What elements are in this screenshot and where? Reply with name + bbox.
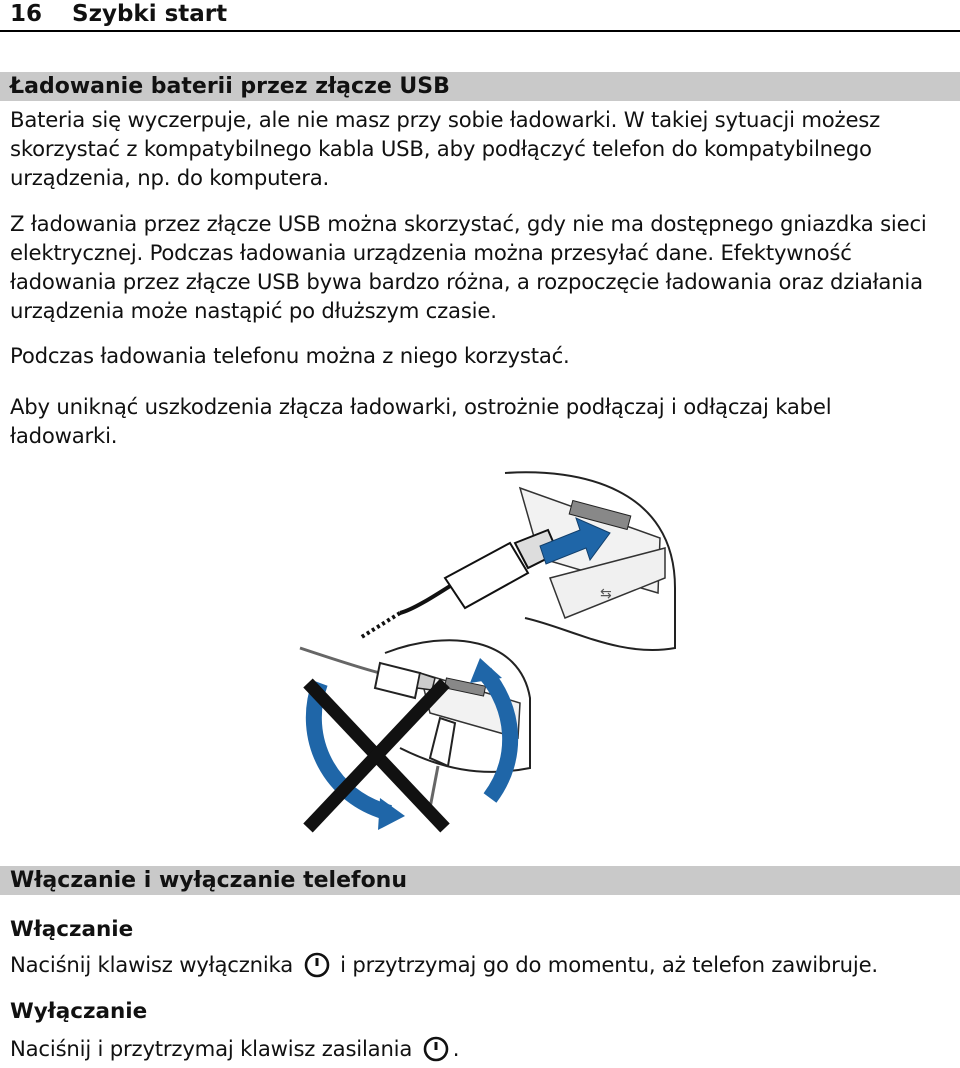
chapter-title: Szybki start	[72, 1, 228, 27]
paragraph-2-line-2: elektrycznej. Podczas ładowania urządzenia można przesyłać dane. Efektywność	[10, 240, 852, 265]
section-header-usb	[0, 72, 960, 101]
section-title-power: Włączanie i wyłączanie telefonu	[10, 868, 408, 893]
paragraph-2-line-3: ładowania przez złącze USB bywa bardzo różna, a rozpoczęcie ładowania oraz działania	[10, 269, 923, 294]
power-icon	[304, 952, 330, 978]
subheading-power-off: Wyłączanie	[10, 999, 148, 1024]
svg-text:⇆: ⇆	[600, 586, 612, 602]
paragraph-4	[10, 392, 955, 450]
power-icon	[423, 1036, 449, 1062]
power-on-text-before: Naciśnij klawisz wyłącznika	[10, 952, 294, 977]
paragraph-4-line-2: ładowarki.	[10, 423, 118, 448]
page-header	[0, 0, 960, 32]
paragraph-1-line-2: skorzystać z kompatybilnego kabla USB, aby podłączyć telefon do kompatybilnego	[10, 136, 872, 161]
paragraph-1-line-1: Bateria się wyczerpuje, ale nie masz przy sobie ładowarki. W takiej sytuacji możesz	[10, 107, 881, 132]
power-on-instruction	[10, 950, 955, 979]
section-header-power	[0, 866, 960, 895]
paragraph-3	[10, 341, 955, 370]
paragraph-2	[10, 209, 955, 325]
page-number: 16	[10, 1, 43, 27]
usb-cable-correct	[360, 530, 558, 638]
section-title-usb: Ładowanie baterii przez złącze USB	[10, 74, 450, 99]
power-off-instruction	[10, 1034, 955, 1063]
paragraph-1	[10, 105, 955, 192]
power-on-text-after: i przytrzymaj go do momentu, aż telefon zawibruje.	[340, 952, 878, 977]
power-off-text-after: .	[452, 1036, 460, 1061]
paragraph-2-line-4: urządzenia może nastąpić po dłuższym czasie.	[10, 298, 497, 323]
subheading-power-on: Włączanie	[10, 917, 134, 942]
paragraph-1-line-3: urządzenia, np. do komputera.	[10, 165, 330, 190]
usb-cable-wrong	[300, 648, 455, 808]
power-off-text-before: Naciśnij i przytrzymaj klawisz zasilania	[10, 1036, 413, 1061]
paragraph-2-line-1: Z ładowania przez złącze USB można skorzystać, gdy nie ma dostępnego gniazdka sieci	[10, 211, 927, 236]
paragraph-3-line-1: Podczas ładowania telefonu można z niego korzystać.	[10, 343, 570, 368]
usb-charging-illustration	[280, 468, 680, 840]
paragraph-4-line-1: Aby uniknąć uszkodzenia złącza ładowarki, ostrożnie podłączaj i odłączaj kabel	[10, 394, 832, 419]
